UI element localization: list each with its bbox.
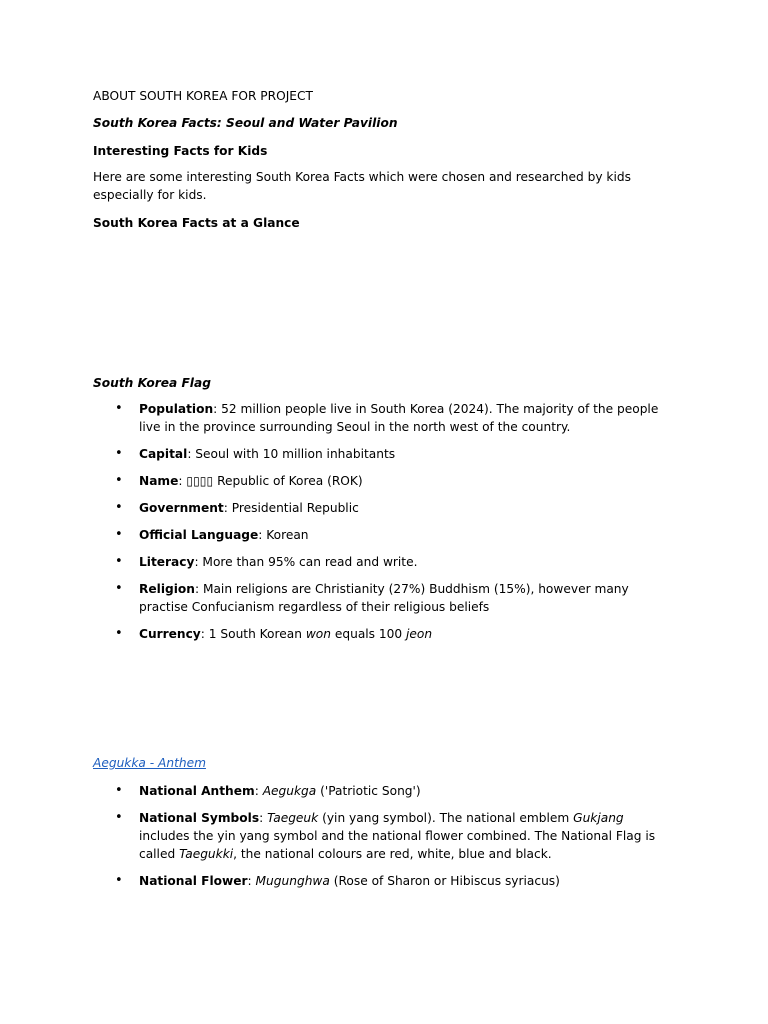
fact-text: : Presidential Republic: [223, 501, 359, 515]
fact-text: :: [247, 874, 256, 888]
intro-paragraph: Here are some interesting South Korea Facts which were chosen and researched by kids especially for kids.: [93, 170, 631, 202]
list-item: [93, 526, 678, 544]
fact-text: :: [259, 811, 268, 825]
list-item: [93, 809, 678, 863]
list-item: [93, 472, 678, 490]
fact-text: , the national colours are red, white, blue and black.: [233, 847, 552, 861]
list-item: [93, 445, 678, 463]
fact-text: : Seoul with 10 million inhabitants: [187, 447, 396, 461]
fact-text: :: [254, 784, 263, 798]
fact-label: Capital: [139, 447, 188, 461]
list-item: [93, 499, 678, 517]
glance-heading: South Korea Facts at a Glance: [93, 216, 300, 230]
symbol-term: Taegeuk: [267, 811, 319, 825]
list-item: [93, 400, 678, 436]
fact-label: National Symbols: [139, 811, 260, 825]
fact-label: Official Language: [139, 528, 259, 542]
fact-label: Literacy: [139, 555, 195, 569]
anthem-link[interactable]: Aegukka - Anthem: [93, 756, 206, 770]
fact-text: (yin yang symbol). The national emblem: [318, 811, 574, 825]
document-subtitle: South Korea Facts: Seoul and Water Pavilion: [93, 116, 398, 130]
list-item: [93, 782, 678, 800]
fact-label: National Flower: [139, 874, 248, 888]
fact-label: Religion: [139, 582, 195, 596]
list-item: [93, 872, 678, 890]
symbols-list: [93, 782, 678, 890]
flag-heading: South Korea Flag: [93, 376, 211, 390]
fact-text: : 1 South Korean: [200, 627, 306, 641]
fact-text: : Main religions are Christianity (27%) Buddhism (15%), however many practise Confucianism regardless of their religious beliefs: [139, 582, 629, 614]
fact-text: : Korean: [258, 528, 309, 542]
fact-text: includes the yin yang symbol and the national flower combined. The National Flag is called: [139, 829, 656, 861]
facts-list: [93, 400, 678, 643]
flower-name: Mugunghwa: [255, 874, 330, 888]
fact-label: National Anthem: [139, 784, 255, 798]
fact-text: : ▯▯▯▯ Republic of Korea (ROK): [178, 474, 363, 488]
currency-jeon: jeon: [406, 627, 433, 641]
list-item: [93, 580, 678, 616]
currency-won: won: [305, 627, 331, 641]
fact-label: Currency: [139, 627, 201, 641]
fact-label: Government: [139, 501, 224, 515]
list-item: [93, 553, 678, 571]
fact-label: Population: [139, 402, 214, 416]
anthem-paragraph: [93, 754, 678, 772]
anthem-name: Aegukga: [262, 784, 317, 798]
fact-text: ('Patriotic Song'): [316, 784, 421, 798]
fact-label: Name: [139, 474, 179, 488]
fact-text: : More than 95% can read and write.: [194, 555, 418, 569]
fact-text: : 52 million people live in South Korea (2024). The majority of the people live in the province surrounding Seoul in the north west of the country.: [139, 402, 659, 434]
section-heading-kids: Interesting Facts for Kids: [93, 144, 268, 158]
fact-text: equals 100: [330, 627, 407, 641]
fact-text: (Rose of Sharon or Hibiscus syriacus): [329, 874, 560, 888]
document-heading: ABOUT SOUTH KOREA FOR PROJECT: [93, 89, 313, 103]
symbol-term: Gukjang: [573, 811, 624, 825]
list-item: [93, 625, 678, 643]
symbol-term: Taegukki: [179, 847, 234, 861]
